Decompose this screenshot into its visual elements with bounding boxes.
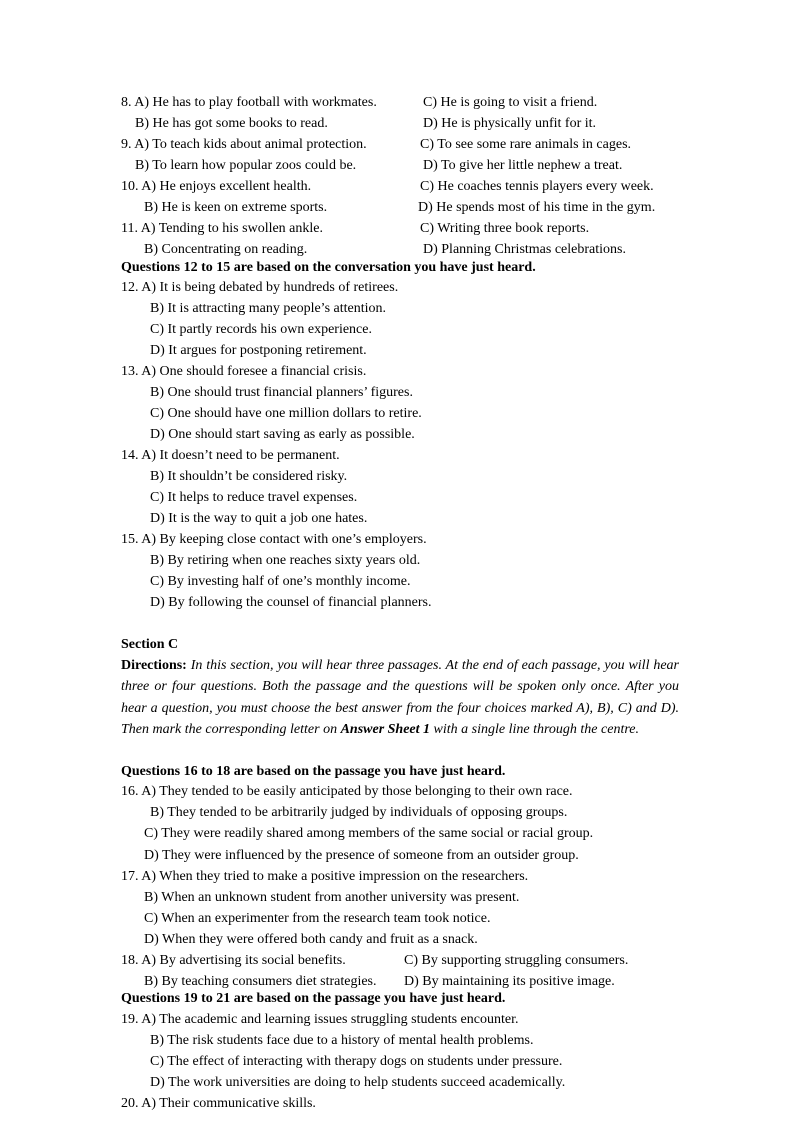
q12-option-a: 12. A) It is being debated by hundreds of retirees. [121,280,399,295]
directions-label: Directions: [121,658,187,673]
q17-option-c: C) When an experimenter from the research team took notice. [144,911,491,926]
section-c-title: Section C [121,637,179,652]
q18-option-a: 18. A) By advertising its social benefits. [121,953,346,968]
q11-option-b: B) Concentrating on reading. [144,242,308,257]
q10-option-b: B) He is keen on extreme sports. [144,200,328,215]
q14-option-c: C) It helps to reduce travel expenses. [150,490,358,505]
q12-option-c: C) It partly records his own experience. [150,322,372,337]
q9-option-b: B) To learn how popular zoos could be. [135,158,357,173]
q9-option-c: C) To see some rare animals in cages. [420,137,632,152]
questions-12-15-heading: Questions 12 to 15 are based on the conversation you have just heard. [121,260,536,275]
q15-option-d: D) By following the counsel of financial planners. [150,595,432,610]
q10-option-c: C) He coaches tennis players every week. [420,179,654,194]
q16-option-b: B) They tended to be arbitrarily judged by individuals of opposing groups. [150,805,568,820]
q13-option-b: B) One should trust financial planners’ figures. [150,385,413,400]
q8-option-d: D) He is physically unfit for it. [423,116,597,131]
q8-option-b: B) He has got some books to read. [135,116,328,131]
q11-option-d: D) Planning Christmas celebrations. [423,242,626,257]
q16-option-a: 16. A) They tended to be easily anticipated by those belonging to their own race. [121,784,573,799]
q17-option-a: 17. A) When they tried to make a positive impression on the researchers. [121,869,529,884]
q18-option-d: D) By maintaining its positive image. [404,974,615,989]
q16-option-d: D) They were influenced by the presence of someone from an outsider group. [144,848,579,863]
directions-paragraph [121,655,679,740]
q15-option-c: C) By investing half of one’s monthly income. [150,574,411,589]
q8-option-c: C) He is going to visit a friend. [423,95,598,110]
q10-option-d: D) He spends most of his time in the gym. [418,200,656,215]
q13-option-c: C) One should have one million dollars to retire. [150,406,422,421]
q19-option-a: 19. A) The academic and learning issues struggling students encounter. [121,1012,519,1027]
q9-option-a: 9. A) To teach kids about animal protection. [121,137,367,152]
q12-option-b: B) It is attracting many people’s attention. [150,301,386,316]
q18-option-c: C) By supporting struggling consumers. [404,953,629,968]
q13-option-d: D) One should start saving as early as possible. [150,427,415,442]
directions-text-1: In this section, you will hear three passages. At the end of each passage, you will hear three or four questions. Both the passage and the questions will be spoken only once. After you hear a question, you must choose the best answer from the four choices marked A), B), C) and D). Then mark the corresponding letter on [121,658,679,737]
q12-option-d: D) It argues for postponing retirement. [150,343,367,358]
q13-option-a: 13. A) One should foresee a financial crisis. [121,364,367,379]
questions-19-21-heading: Questions 19 to 21 are based on the passage you have just heard. [121,991,506,1006]
q8-option-a: 8. A) He has to play football with workmates. [121,95,377,110]
q11-option-c: C) Writing three book reports. [420,221,590,236]
q9-option-d: D) To give her little nephew a treat. [423,158,623,173]
q11-option-a: 11. A) Tending to his swollen ankle. [121,221,324,236]
q17-option-d: D) When they were offered both candy and fruit as a snack. [144,932,478,947]
q18-option-b: B) By teaching consumers diet strategies. [144,974,377,989]
directions-text-2: with a single line through the centre. [430,721,639,737]
q19-option-b: B) The risk students face due to a history of mental health problems. [150,1033,534,1048]
q15-option-b: B) By retiring when one reaches sixty years old. [150,553,421,568]
q10-option-a: 10. A) He enjoys excellent health. [121,179,312,194]
q20-option-a: 20. A) Their communicative skills. [121,1096,316,1111]
q15-option-a: 15. A) By keeping close contact with one’s employers. [121,532,427,547]
q14-option-a: 14. A) It doesn’t need to be permanent. [121,448,340,463]
q14-option-d: D) It is the way to quit a job one hates. [150,511,368,526]
q14-option-b: B) It shouldn’t be considered risky. [150,469,348,484]
q19-option-d: D) The work universities are doing to help students succeed academically. [150,1075,566,1090]
questions-16-18-heading: Questions 16 to 18 are based on the passage you have just heard. [121,764,506,779]
answer-sheet-label: Answer Sheet 1 [340,721,431,737]
q17-option-b: B) When an unknown student from another university was present. [144,890,520,905]
q19-option-c: C) The effect of interacting with therapy dogs on students under pressure. [150,1054,563,1069]
q16-option-c: C) They were readily shared among members of the same social or racial group. [144,826,594,841]
